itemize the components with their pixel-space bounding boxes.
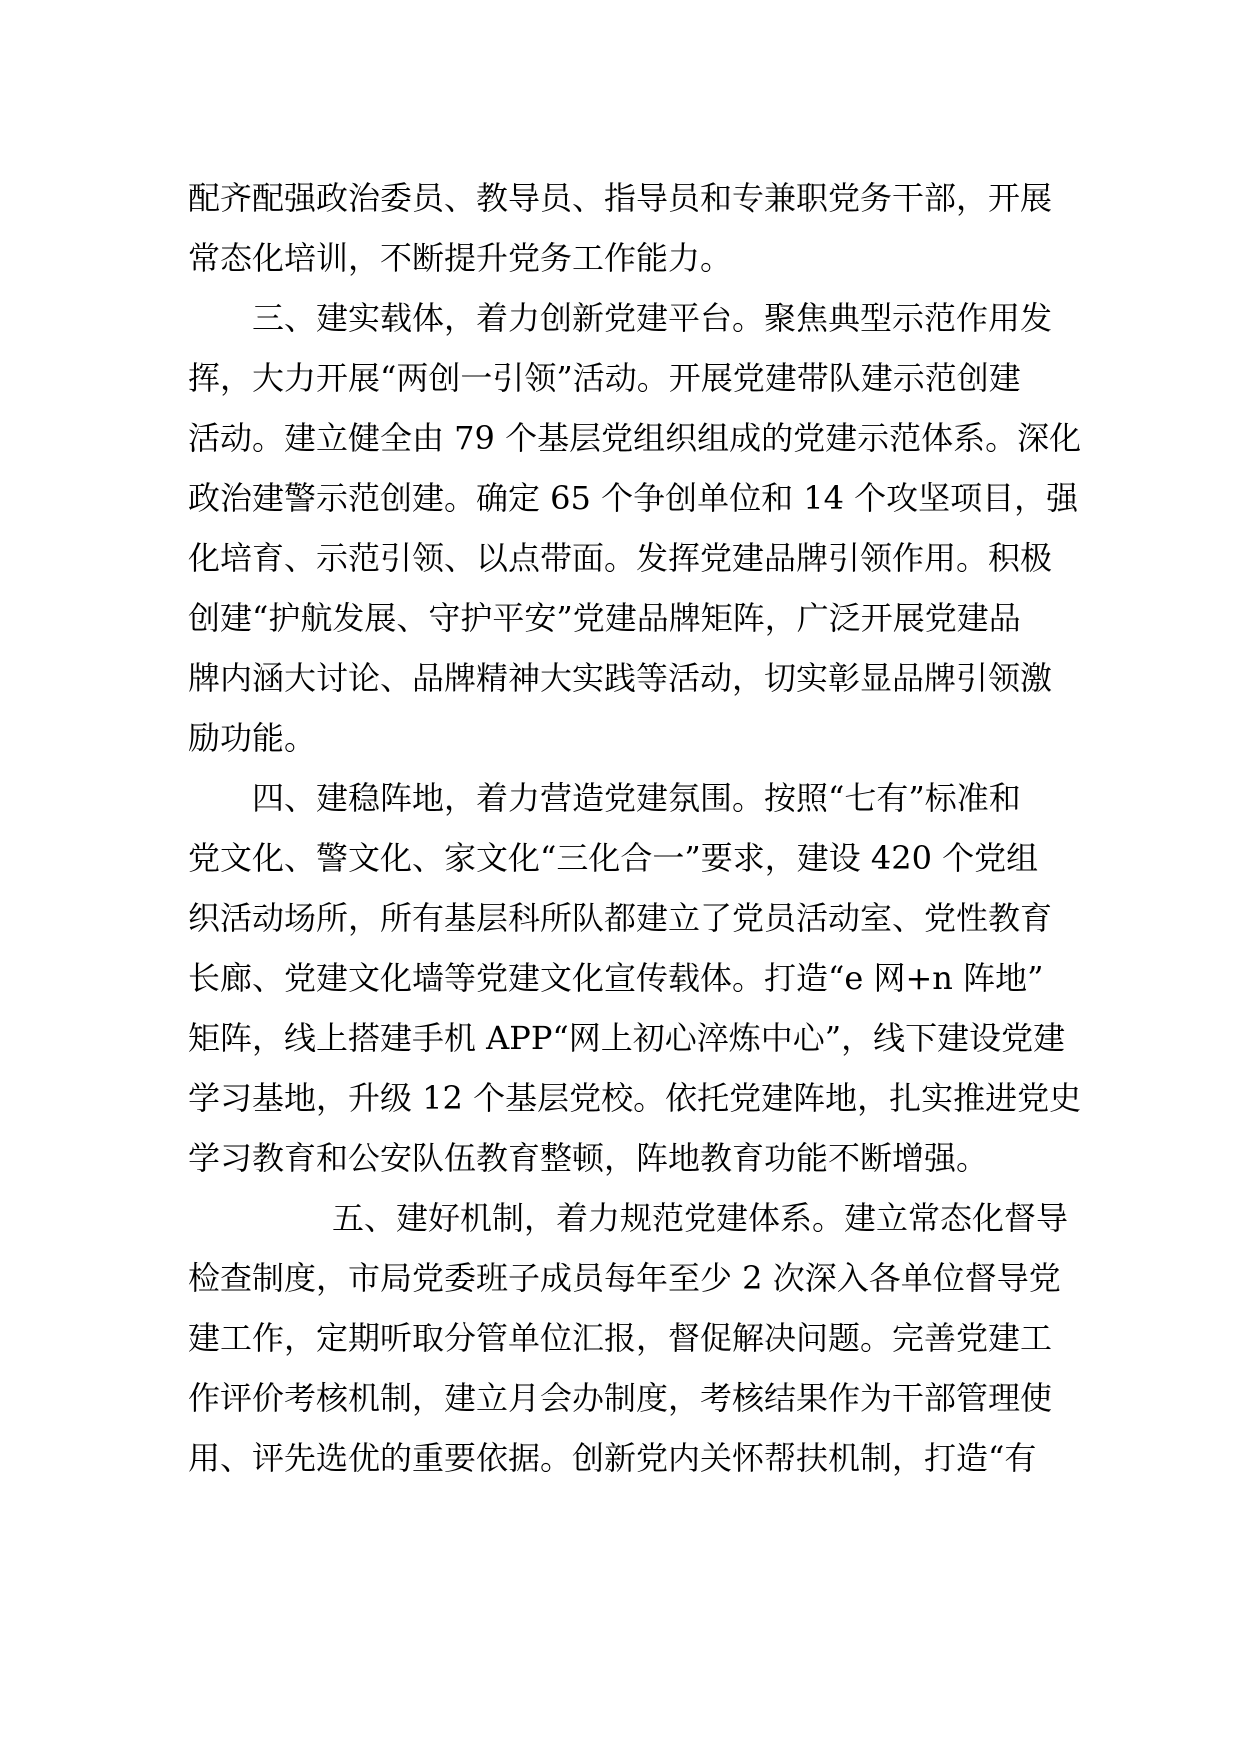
text-line-22: 用、评先选优的重要依据。创新党内关怀帮扶机制，打造“有 (188, 1439, 1037, 1477)
text-line-9: 牌内涵大讨论、品牌精神大实践等活动，切实彰显品牌引领激 (188, 659, 1053, 697)
text-line-6: 政治建警示范创建。确定 65 个争创单位和 14 个攻坚项目，强 (188, 479, 1079, 517)
text-line-12: 党文化、警文化、家文化“三化合一”要求，建设 420 个党组 (188, 839, 1039, 877)
text-line-21: 作评价考核机制，建立月会办制度，考核结果作为干部管理使 (188, 1379, 1053, 1417)
text-line-1: 配齐配强政治委员、教导员、指导员和专兼职党务干部，开展 (188, 179, 1053, 217)
text-line-13: 织活动场所，所有基层科所队都建立了党员活动室、党性教育 (188, 899, 1053, 937)
section-3-heading-line: 三、建实载体，着力创新党建平台。聚焦典型示范作用发 (252, 299, 1053, 337)
section-5-heading-line: 五、建好机制，着力规范党建体系。建立常态化督导 (332, 1199, 1069, 1237)
text-line-5: 活动。建立健全由 79 个基层党组织组成的党建示范体系。深化 (188, 419, 1082, 457)
text-line-8: 创建“护航发展、守护平安”党建品牌矩阵，广泛开展党建品 (188, 599, 1021, 637)
text-line-17: 学习教育和公安队伍教育整顿，阵地教育功能不断增强。 (188, 1139, 989, 1177)
text-line-19: 检查制度，市局党委班子成员每年至少 2 次深入各单位督导党 (188, 1259, 1061, 1297)
text-line-2: 常态化培训，不断提升党务工作能力。 (188, 239, 733, 277)
text-line-15: 矩阵，线上搭建手机 APP“网上初心淬炼中心”，线下建设党建 (188, 1019, 1066, 1057)
text-line-7: 化培育、示范引领、以点带面。发挥党建品牌引领作用。积极 (188, 539, 1053, 577)
text-line-4: 挥，大力开展“两创一引领”活动。开展党建带队建示范创建 (188, 359, 1021, 397)
section-4-heading-line: 四、建稳阵地，着力营造党建氛围。按照“七有”标准和 (252, 779, 1021, 817)
text-line-20: 建工作，定期听取分管单位汇报，督促解决问题。完善党建工 (188, 1319, 1053, 1357)
text-line-14: 长廊、党建文化墙等党建文化宣传载体。打造“e 网+n 阵地” (188, 959, 1044, 997)
text-line-16: 学习基地，升级 12 个基层党校。依托党建阵地，扎实推进党史 (188, 1079, 1082, 1117)
text-line-10: 励功能。 (188, 719, 317, 757)
